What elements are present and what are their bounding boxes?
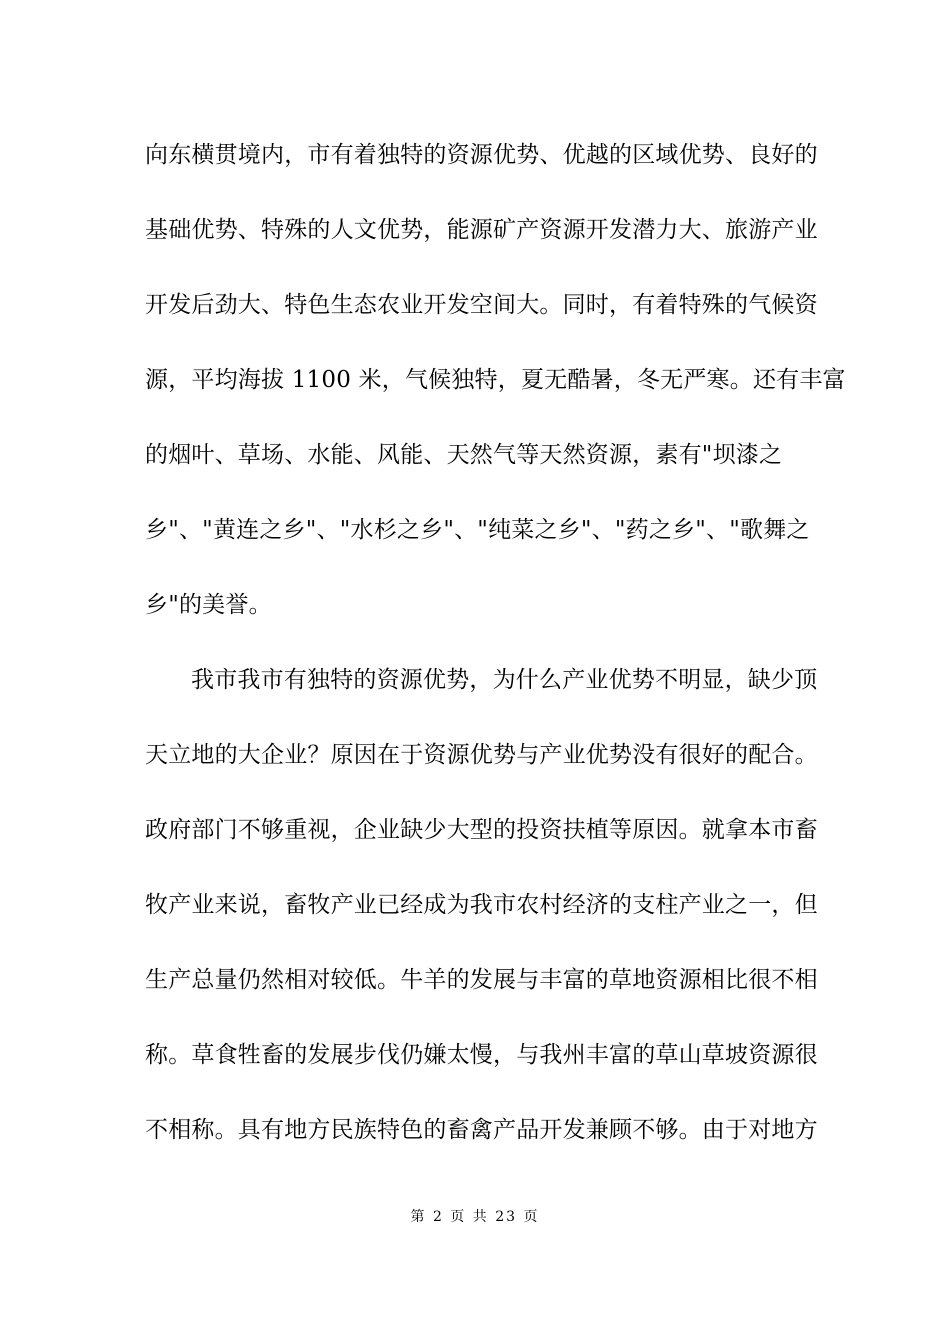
text-line: 向东横贯境内，市有着独特的资源优势、优越的区域优势、良好的: [145, 142, 818, 168]
text-line: 生产总量仍然相对较低。牛羊的发展与丰富的草地资源相比很不相: [145, 967, 818, 993]
text-line: 基础优势、特殊的人文优势，能源矿产资源开发潜力大、旅游产业: [145, 217, 818, 243]
text-line: 源，平均海拔 1100 米，气候独特，夏无酷暑，冬无严寒。还有丰富: [145, 367, 846, 393]
text-line: 天立地的大企业？原因在于资源优势与产业优势没有很好的配合。: [145, 742, 818, 768]
text-line: 我市我市有独特的资源优势，为什么产业优势不明显，缺少顶: [191, 667, 818, 693]
text-line: 不相称。具有地方民族特色的畜禽产品开发兼顾不够。由于对地方: [145, 1117, 818, 1143]
text-line: 乡"、"黄连之乡"、"水杉之乡"、"纯菜之乡"、"药之乡"、"歌舞之: [145, 517, 810, 543]
text-line: 牧产业来说，畜牧产业已经成为我市农村经济的支柱产业之一，但: [145, 892, 818, 918]
text-line: 的烟叶、草场、水能、风能、天然气等天然资源，素有"坝漆之: [145, 442, 783, 468]
text-line: 开发后劲大、特色生态农业开发空间大。同时，有着特殊的气候资: [145, 292, 818, 318]
page-footer: 第 2 页 共 23 页: [410, 1209, 540, 1225]
text-line: 称。草食牲畜的发展步伐仍嫌太慢，与我州丰富的草山草坡资源很: [145, 1042, 818, 1068]
text-line: 乡"的美誉。: [145, 592, 272, 618]
text-line: 政府部门不够重视，企业缺少大型的投资扶植等原因。就拿本市畜: [145, 817, 818, 843]
